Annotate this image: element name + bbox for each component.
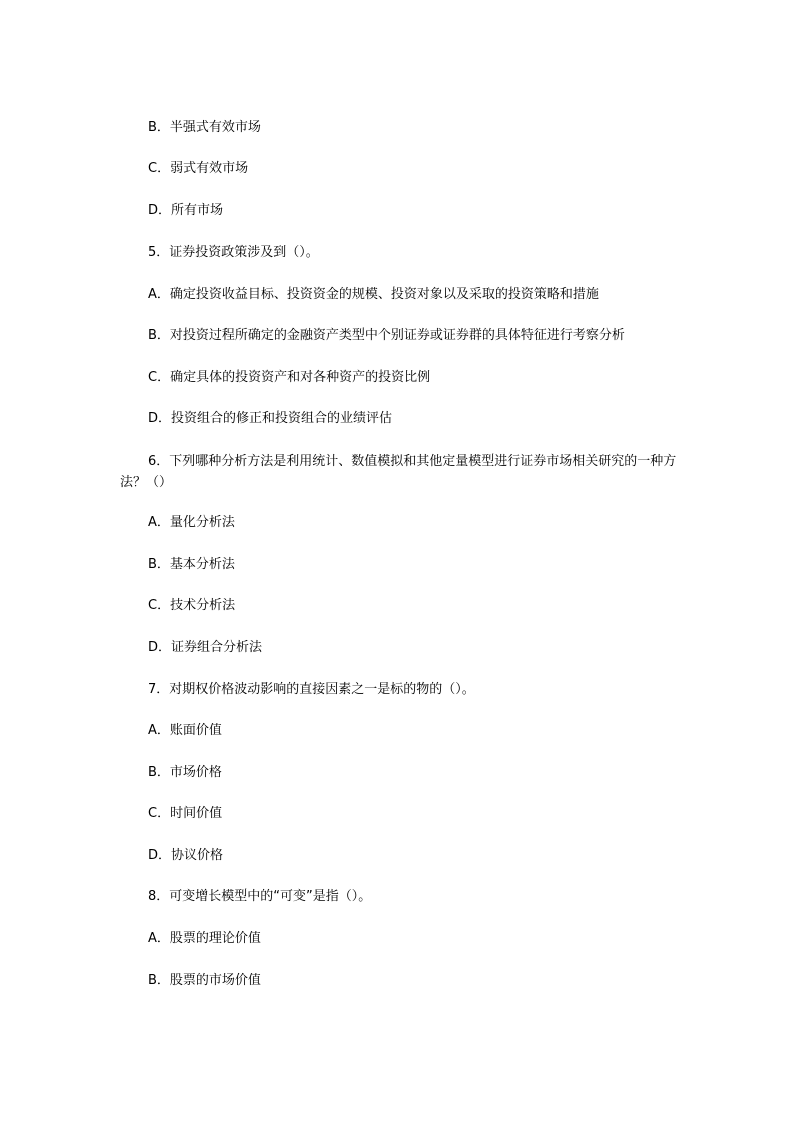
- q5-option-b: B．对投资过程所确定的金融资产类型中个别证券或证券群的具体特征进行考察分析: [148, 328, 625, 343]
- q7-option-a: A．账面价值: [148, 723, 222, 738]
- q5-option-c: C．确定具体的投资资产和对各种资产的投资比例: [148, 370, 431, 385]
- q7-stem: 7．对期权价格波动影响的直接因素之一是标的物的（）。: [148, 682, 475, 697]
- q6-option-c: C．技术分析法: [148, 598, 236, 613]
- q6-option-a: A．量化分析法: [148, 515, 235, 530]
- q5-option-d: D．投资组合的修正和投资组合的业绩评估: [148, 411, 393, 426]
- q5-option-a: A．确定投资收益目标、投资资金的规模、投资对象以及采取的投资策略和措施: [148, 287, 599, 302]
- q8-option-a: A．股票的理论价值: [148, 931, 261, 946]
- q4-option-b: B．半强式有效市场: [148, 120, 261, 135]
- q7-option-c: C．时间价值: [148, 806, 223, 821]
- q6-option-d: D．证券组合分析法: [148, 640, 263, 655]
- q6-option-b: B．基本分析法: [148, 557, 235, 572]
- q5-stem: 5．证券投资政策涉及到（）。: [148, 245, 319, 260]
- q8-option-b: B．股票的市场价值: [148, 973, 261, 988]
- q4-option-c: C．弱式有效市场: [148, 161, 249, 176]
- q6-stem: 6．下列哪种分析方法是利用统计、数值模拟和其他定量模型进行证券市场相关研究的一种方法？（）: [120, 454, 677, 490]
- q7-option-b: B．市场价格: [148, 765, 222, 780]
- q4-option-d: D．所有市场: [148, 203, 224, 218]
- q8-stem: 8．可变增长模型中的“可变”是指（）。: [148, 889, 372, 904]
- q7-option-d: D．协议价格: [148, 848, 224, 863]
